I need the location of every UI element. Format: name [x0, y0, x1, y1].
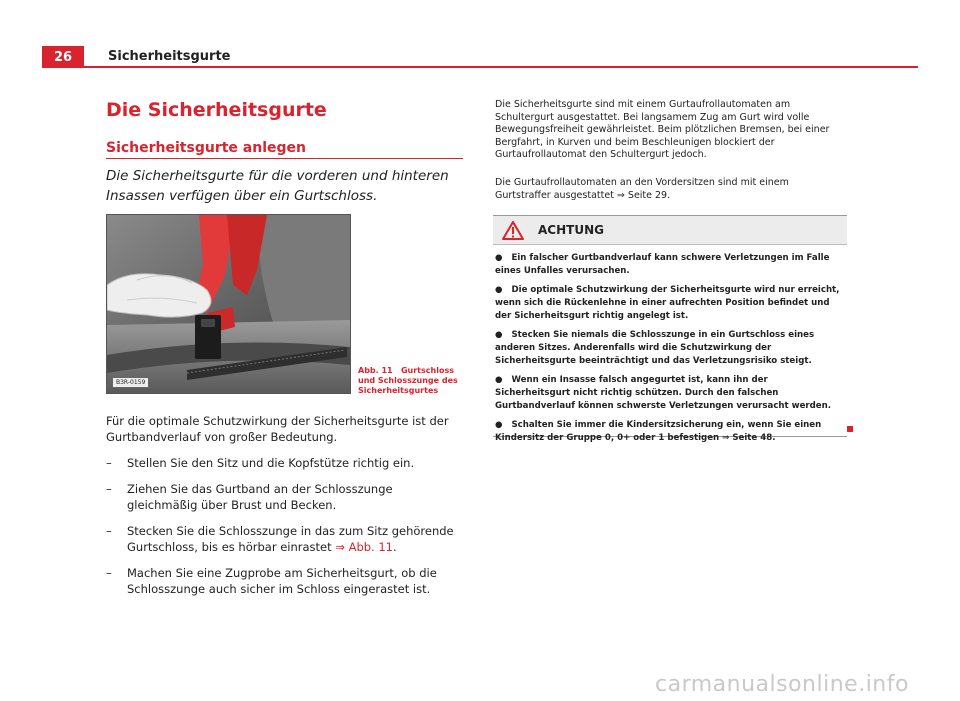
list-item: ● Ein falscher Gurtbandverlauf kann schwere Verletzungen im Falle eines Unfalles verursachen.	[495, 253, 830, 276]
dash-bullet: –	[106, 482, 112, 496]
retractor-paragraph: Die Sicherheitsgurte sind mit einem Gurtaufrollautomaten am Schultergurt ausgestattet. Bei langsamem Zug am Gurt wird volle Bewegungsfreiheit gewährleistet. Beim plötzlichen Bremsen, bei einer Bergfahrt, in Kurven und beim Beschleunigen blockiert der Gurtaufrollautomat den Schultergurt jedoch.	[495, 99, 830, 160]
section-end-marker	[847, 426, 853, 432]
warning-text: Stecken Sie niemals die Schlosszunge in ein Gurtschloss eines anderen Sitzes. Anderenfalls wird die Schutzwirkung der Sicherheitsgurte beeinträchtigt und das Verletzungsrisiko steigt.	[495, 330, 815, 366]
list-item	[106, 565, 466, 597]
watermark: carmanualsonline.info	[655, 672, 909, 697]
dash-bullet: –	[106, 456, 112, 470]
figure-reference-link[interactable]: ⇒ Abb. 11	[335, 540, 393, 554]
instruction-list	[106, 455, 466, 607]
step-text: Stecken Sie die Schlosszunge in das zum Sitz gehörende Gurtschloss, bis es hörbar einrastet	[127, 524, 454, 554]
warning-triangle-icon	[502, 221, 524, 240]
figure-code-label: B3R-0159	[112, 377, 149, 388]
figure-caption	[358, 366, 468, 396]
step-text: Machen Sie eine Zugprobe am Sicherheitsgurt, ob die Schlosszunge auch sicher im Schloss eingerastet ist.	[127, 566, 437, 596]
warning-list	[495, 252, 843, 451]
warning-box	[493, 215, 847, 443]
warning-title: ACHTUNG	[538, 223, 604, 237]
lead-paragraph: Die Sicherheitsgurte für die vorderen und hinteren Insassen verfügen über ein Gurtschloss.	[106, 168, 449, 204]
list-item: ● Wenn ein Insasse falsch angegurtet ist, kann ihn der Sicherheitsgurt nicht richtig schützen. Durch den falschen Gurtbandverlauf können schwerste Verletzungen verursacht werden.	[495, 375, 832, 411]
warning-text: Ein falscher Gurtbandverlauf kann schwere Verletzungen im Falle eines Unfalles verursachen.	[495, 253, 830, 276]
intro-paragraph: Für die optimale Schutzwirkung der Sicherheitsgurte ist der Gurtbandverlauf von großer Bedeutung.	[106, 414, 449, 444]
warning-text: Wenn ein Insasse falsch angegurtet ist, kann ihn der Sicherheitsgurt nicht richtig schützen. Durch den falschen Gurtbandverlauf können schwerste Verletzungen verursacht werden.	[495, 375, 832, 411]
list-item: ● Schalten Sie immer die Kindersitzsicherung ein, wenn Sie einen Kindersitz der Gruppe 0, 0+ oder 1 befestigen ⇒ Seite 48.	[495, 420, 822, 443]
running-header-title: Sicherheitsgurte	[108, 49, 231, 64]
list-item	[106, 455, 466, 471]
warning-header	[493, 216, 847, 245]
page-number: 26	[42, 46, 84, 68]
header-divider	[84, 66, 918, 68]
warning-text: Schalten Sie immer die Kindersitzsicherung ein, wenn Sie einen Kindersitz der Gruppe 0, 0+ oder 1 befestigen ⇒ Seite 48.	[495, 420, 822, 443]
pretensioner-paragraph: Die Gurtaufrollautomaten an den Vordersitzen sind mit einem Gurtstraffer ausgestattet ⇒ Seite 29.	[495, 177, 789, 201]
figure-caption-label: Abb. 11	[358, 366, 393, 375]
dash-bullet: –	[106, 566, 112, 580]
list-item	[106, 481, 466, 513]
step-text: Stellen Sie den Sitz und die Kopfstütze richtig ein.	[127, 456, 415, 470]
section-heading: Sicherheitsgurte anlegen	[106, 140, 306, 156]
chapter-heading: Die Sicherheitsgurte	[106, 99, 327, 121]
dash-bullet: –	[106, 524, 112, 538]
step-text: Ziehen Sie das Gurtband an der Schlosszunge gleichmäßig über Brust und Becken.	[127, 482, 393, 512]
seatbelt-buckle-figure	[106, 214, 351, 394]
list-item: ● Die optimale Schutzwirkung der Sicherheitsgurte wird nur erreicht, wenn sich die Rückenlehne in einer aufrechten Position befindet und der Sicherheitsgurt richtig angelegt ist.	[495, 285, 840, 321]
list-item	[106, 523, 466, 555]
step-text-tail: .	[393, 540, 397, 554]
warning-text: Die optimale Schutzwirkung der Sicherheitsgurte wird nur erreicht, wenn sich die Rückenlehne in einer aufrechten Position befindet und der Sicherheitsgurt richtig angelegt ist.	[495, 285, 840, 321]
figure-caption-text: Gurtschloss und Schlosszunge des Sicherheitsgurtes	[358, 366, 458, 395]
seatbelt-buckle-illustration	[107, 215, 350, 393]
list-item: ● Stecken Sie niemals die Schlosszunge in ein Gurtschloss eines anderen Sitzes. Anderenfalls wird die Schutzwirkung der Sicherheitsgurte beeinträchtigt und das Verletzungsrisiko steigt.	[495, 330, 815, 366]
section-divider	[106, 158, 463, 159]
